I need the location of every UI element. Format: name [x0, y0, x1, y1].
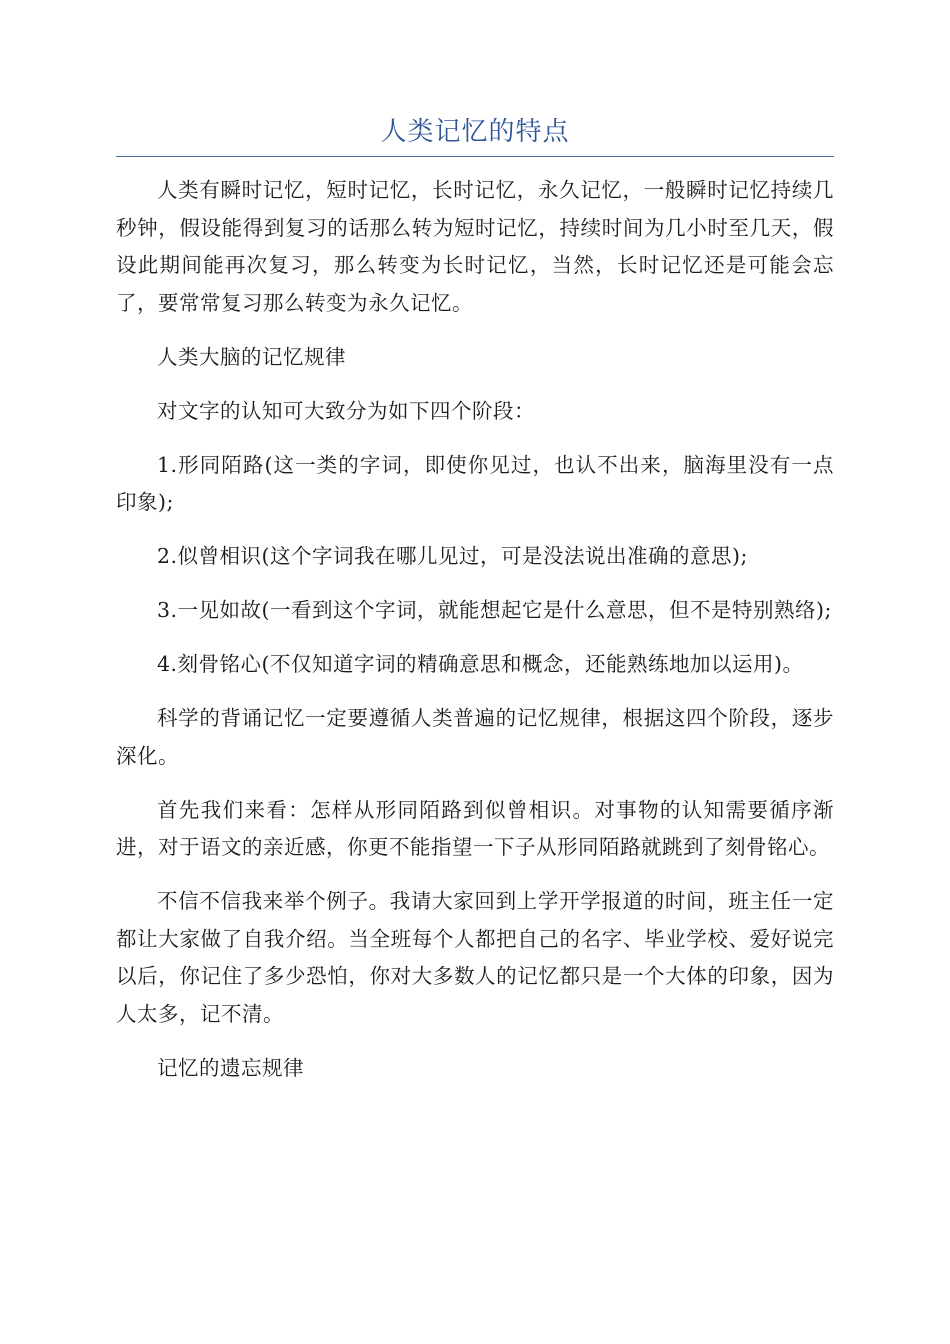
list-item-stage-1: 1.形同陌路(这一类的字词，即使你见过，也认不出来，脑海里没有一点印象); — [116, 452, 834, 514]
paragraph-memory-types: 人类有瞬时记忆，短时记忆，长时记忆，永久记忆，一般瞬时记忆持续几秒钟，假设能得到复习的话那么转为短时记忆，持续时间为几小时至几天，假设此期间能再次复习，那么转变为长时记忆，当然，长时记忆还是可能会忘了，要常常复习那么转变为永久记忆。 — [116, 178, 834, 315]
document-body — [116, 172, 834, 1104]
heading-forgetting-rules: 记忆的遗忘规律 — [157, 1055, 304, 1080]
heading-memory-rules: 人类大脑的记忆规律 — [157, 344, 346, 369]
title-block — [116, 110, 834, 157]
list-item-stage-4: 4.刻骨铭心(不仅知道字词的精确意思和概念，还能熟练地加以运用)。 — [157, 652, 804, 676]
list-item-stage-2: 2.似曾相识(这个字词我在哪儿见过，可是没法说出准确的意思); — [157, 544, 748, 568]
paragraph-first-step: 首先我们来看：怎样从形同陌路到似曾相识。对事物的认知需要循序渐进，对于语文的亲近感，你更不能指望一下子从形同陌路就跳到了刻骨铭心。 — [116, 797, 834, 859]
page-title: 人类记忆的特点 — [380, 117, 570, 147]
list-item-stage-3: 3.一见如故(一看到这个字词，就能想起它是什么意思，但不是特别熟络); — [157, 598, 832, 622]
paragraph-four-stages-intro: 对文字的认知可大致分为如下四个阶段： — [157, 398, 535, 423]
paragraph-example: 不信不信我来举个例子。我请大家回到上学开学报道的时间，班主任一定都让大家做了自我介绍。当全班每个人都把自己的名字、毕业学校、爱好说完以后，你记住了多少恐怕，你对大多数人的记忆都只是一个大体的印象，因为人太多，记不清。 — [116, 889, 834, 1026]
paragraph-scientific-recitation: 科学的背诵记忆一定要遵循人类普遍的记忆规律，根据这四个阶段，逐步深化。 — [116, 706, 834, 768]
